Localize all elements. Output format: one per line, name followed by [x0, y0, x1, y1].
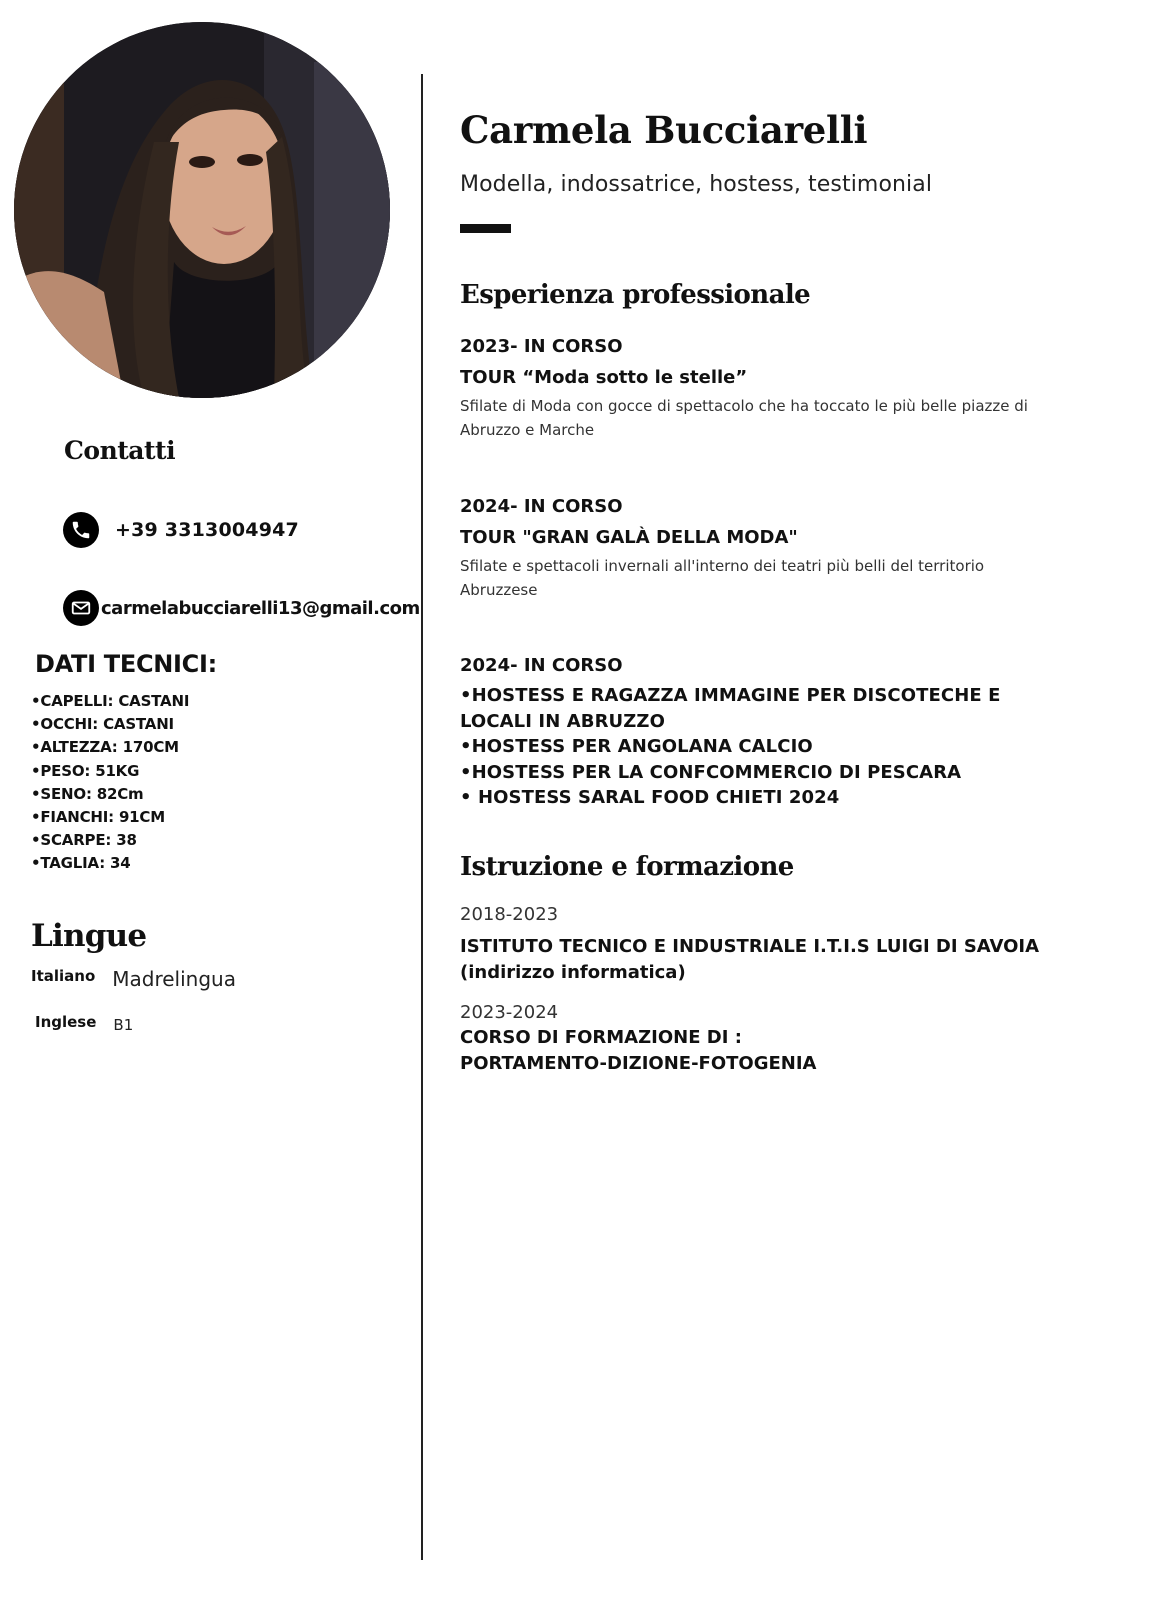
language-level: Madrelingua [112, 967, 236, 991]
technical-data-heading: DATI TECNICI: [35, 650, 217, 678]
list-item: •HOSTESS PER LA CONFCOMMERCIO DI PESCARA [460, 761, 962, 783]
experience-period: 2023- IN CORSO [460, 336, 623, 357]
language-level: B1 [113, 1016, 134, 1034]
list-item: •CAPELLI: CASTANI [31, 692, 190, 710]
accent-bar [460, 224, 511, 233]
list-item: •SCARPE: 38 [31, 831, 137, 850]
experience-period: 2024- IN CORSO [460, 496, 623, 517]
column-divider [421, 74, 423, 1560]
education-item [460, 1001, 1100, 1077]
education-period: 2018-2023 [460, 904, 559, 925]
education-line: ISTITUTO TECNICO E INDUSTRIALE I.T.I.S LUIGI DI SAVOIA [460, 936, 1040, 957]
phone-number[interactable]: +39 3313004947 [115, 519, 299, 541]
envelope-icon [63, 590, 99, 626]
education-period: 2023-2024 [460, 1002, 559, 1023]
education-line: PORTAMENTO-DIZIONE-FOTOGENIA [460, 1053, 817, 1074]
languages-heading: Lingue [31, 918, 147, 954]
experience-heading: Esperienza professionale [460, 280, 811, 310]
email-address[interactable]: carmelabucciarelli13@gmail.com [101, 597, 420, 619]
contacts-heading: Contatti [64, 436, 176, 465]
experience-description: Sfilate e spettacoli invernali all'interno dei teatri più belli del territorio Abruzzese [460, 557, 985, 599]
list-item: •HOSTESS E RAGAZZA IMMAGINE PER DISCOTECHE E LOCALI IN ABRUZZO [460, 685, 1001, 732]
experience-bullets [460, 683, 1020, 811]
technical-data-list [31, 690, 189, 876]
person-name: Carmela Bucciarelli [460, 108, 868, 152]
experience-item [460, 495, 1100, 602]
experience-description: Sfilate di Moda con gocce di spettacolo che ha toccato le più belle piazze di Abruzzo e Marche [460, 397, 1028, 439]
education-item [460, 903, 1100, 986]
language-english [35, 1013, 134, 1034]
language-italian [31, 962, 236, 991]
list-item: •HOSTESS PER ANGOLANA CALCIO [460, 736, 813, 758]
experience-role: TOUR "GRAN GALÀ DELLA MODA" [460, 527, 798, 548]
list-item: •OCCHI: CASTANI [31, 715, 174, 734]
phone-icon [63, 512, 99, 548]
person-subtitle: Modella, indossatrice, hostess, testimonial [460, 172, 933, 197]
list-item: •PESO: 51KG [31, 761, 140, 780]
language-name: Italiano [31, 967, 96, 985]
experience-role: TOUR “Moda sotto le stelle” [460, 367, 748, 388]
education-line: (indirizzo informatica) [460, 962, 686, 983]
experience-period: 2024- IN CORSO [460, 655, 623, 676]
education-heading: Istruzione e formazione [460, 852, 794, 882]
list-item: • HOSTESS SARAL FOOD CHIETI 2024 [460, 787, 840, 809]
experience-item [460, 654, 1020, 811]
experience-item [460, 335, 1100, 442]
profile-photo [14, 22, 390, 398]
contact-email [63, 590, 420, 626]
language-name: Inglese [35, 1013, 97, 1031]
list-item: •ALTEZZA: 170CM [31, 738, 179, 757]
list-item: •SENO: 82Cm [31, 784, 144, 803]
contact-phone [63, 512, 299, 548]
list-item: •FIANCHI: 91CM [31, 808, 165, 827]
list-item: •TAGLIA: 34 [31, 854, 131, 873]
education-line: CORSO DI FORMAZIONE DI : [460, 1027, 742, 1048]
